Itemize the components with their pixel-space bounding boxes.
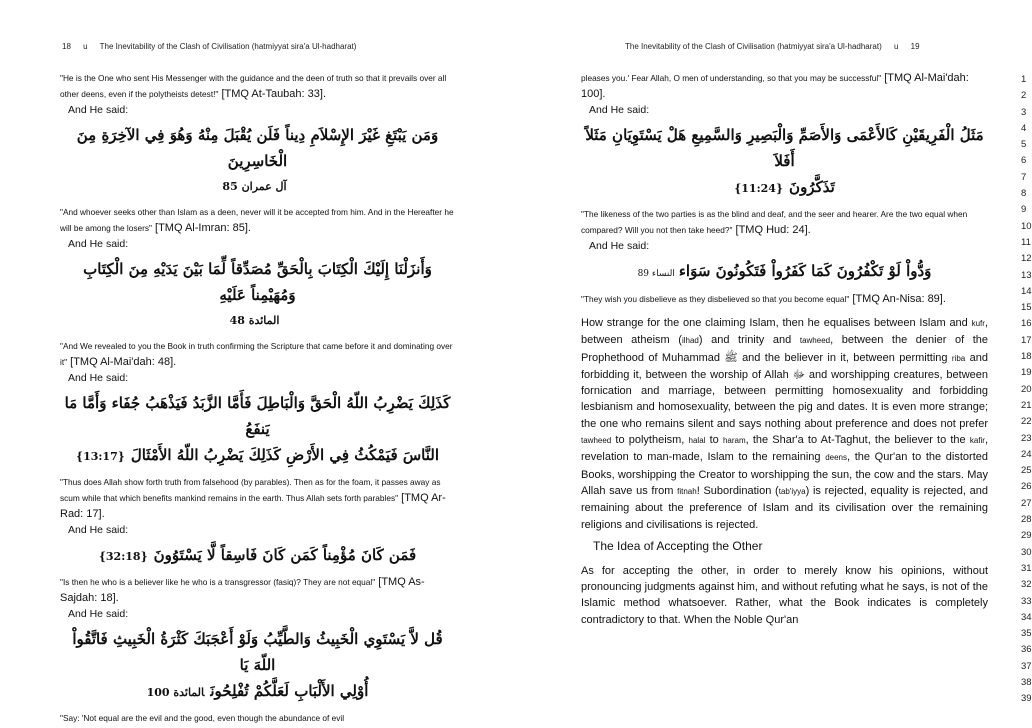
verse-reference: آل عمران 85 bbox=[222, 180, 287, 193]
arabic-verse: وَمَن يَبْتَغِ غَيْرَ الإِسْلاَمِ دِيناً فَلَن يُقْبَلَ مِنْهُ وَهُوَ فِي الآخِرَةِ مِنَ الْخَاسِرِينَ آل عمران 85 bbox=[60, 122, 455, 200]
right-page bbox=[515, 0, 1030, 728]
line-number: 7 bbox=[1021, 171, 1027, 183]
line-number: 24 bbox=[1021, 448, 1032, 460]
left-page bbox=[0, 0, 515, 728]
verse-reference: المائدة 100 bbox=[146, 686, 205, 699]
arabic-verse: فَمَن كَانَ مُؤْمِناً كَمَن كَانَ فَاسِقاً لَّا يَسْتَوُونَ{32:18} bbox=[98, 546, 417, 564]
line-number: 31 bbox=[1021, 562, 1032, 574]
section-heading: The Idea of Accepting the Other bbox=[593, 538, 763, 553]
body-paragraph: How strange for the one claiming Islam, then he equalises between Islam and kufr, between atheism (ilhad) and trinity and tawheed, between the denier of the Prophethood of Muhammad ﷺ and the believer in it, between permitting riba and forbidding it, between the worship of Allah ﷻ and worshipping creatures, between fornication and marriage, between permitting homosexuality and forbidding lesbianism and homosexuality, between the pig and dates. It is even more strange; the one who remains silent and says nothing about preference and does not prefer tawheed to polytheism, halal to haram, the Shar'a to At-Taghut, the believer to the kafir, revelation to man-made, Islam to the remaining deens, the Qur'an to the distorted Books, worshipping the Creator to worshipping the sun, the cow and the stars. May Allah save us from fitnah! Subordination (tab'iyya) is rejected, equality is rejected, and remaining about the preference of Islam and its civilisation over the remaining religions and civilisations is rejected. bbox=[581, 317, 988, 531]
and-he-said: And He said: bbox=[589, 240, 650, 252]
line-number: 33 bbox=[1021, 595, 1032, 607]
quote-translation: "Thus does Allah show forth truth from falsehood (by parables). Then as for the foam, it passes away as scum while that which benefits mankind remains in the earth. Thus Allah sets forth parables" [TMQ Ar-Rad: 17]. bbox=[60, 477, 446, 520]
page-number: 19 bbox=[910, 42, 920, 51]
line-number: 27 bbox=[1021, 497, 1032, 509]
line-number: 21 bbox=[1021, 399, 1032, 411]
quote-translation: "He is the One who sent His Messenger with the guidance and the deen of truth so that it prevails over all other deens, even if the polytheists detest!" [TMQ At-Taubah: 33]. bbox=[60, 73, 447, 100]
line-number: 3 bbox=[1021, 106, 1027, 118]
right-column bbox=[581, 70, 988, 628]
and-he-said: And He said: bbox=[68, 524, 129, 536]
quote-translation: "The likeness of the two parties is as the blind and deaf, and the seer and hearer. Are the two equal when compared? Will you not then take heed?" [TMQ Hud: 24]. bbox=[581, 209, 968, 236]
arabic-verse: وَأَنزَلْنَا إِلَيْكَ الْكِتَابَ بِالْحَقِّ مُصَدِّقاً لِّمَا بَيْنَ يَدَيْهِ مِنَ الْكِتَابِ وَمُهَيْمِناً عَلَيْهِ المائدة 48 bbox=[60, 256, 455, 334]
line-number: 38 bbox=[1021, 676, 1032, 688]
verse-reference: النساء 89 bbox=[637, 269, 675, 279]
line-number: 19 bbox=[1021, 367, 1032, 379]
line-number: 15 bbox=[1021, 302, 1032, 314]
line-numbers bbox=[1021, 72, 1032, 708]
line-number: 13 bbox=[1021, 269, 1032, 281]
quote-translation: pleases you.' Fear Allah, O men of understanding, so that you may be successful" [TMQ Al-Mai'dah: 100]. bbox=[581, 72, 969, 100]
line-number: 23 bbox=[1021, 432, 1032, 444]
verse-reference: المائدة 48 bbox=[229, 314, 280, 327]
verse-reference: {13:17} bbox=[75, 450, 125, 463]
line-number: 35 bbox=[1021, 628, 1032, 640]
line-number: 36 bbox=[1021, 644, 1032, 656]
body-paragraph: As for accepting the other, in order to merely know his opinions, without pronouncing judgments against him, and without refuting what he says, is not of the Islamic method whatsoever. Rather, what the Book indicates is completely contradictory to that. When the Noble Qur'an bbox=[581, 564, 988, 626]
and-he-said: And He said: bbox=[68, 104, 129, 116]
line-number: 11 bbox=[1021, 236, 1031, 248]
line-number: 29 bbox=[1021, 530, 1032, 542]
line-number: 5 bbox=[1021, 139, 1027, 151]
and-he-said: And He said: bbox=[68, 372, 129, 384]
line-number: 32 bbox=[1021, 579, 1032, 591]
quote-translation: "And whoever seeks other than Islam as a deen, never will it be accepted from him. And in the Hereafter he will be among the losers" [TMQ Al-Imran: 85]. bbox=[60, 207, 454, 234]
header-separator: u bbox=[83, 42, 88, 51]
arabic-verse: مَثَلُ الْفَرِيقَيْنِ كَالأَعْمَى وَالأَصَمِّ وَالْبَصِيرِ وَالسَّمِيعِ هَلْ يَسْتَوِيَانِ مَثَلاً أَفَلاَ تَذَكَّرُونَ{11:24} bbox=[585, 126, 984, 196]
line-number: 25 bbox=[1021, 465, 1032, 477]
line-number: 1 bbox=[1021, 74, 1027, 85]
and-he-said: And He said: bbox=[68, 608, 129, 620]
line-number: 37 bbox=[1021, 660, 1032, 672]
page-number: 18 bbox=[62, 42, 71, 51]
line-number: 39 bbox=[1021, 693, 1032, 705]
left-column bbox=[60, 70, 455, 726]
quote-translation: "Say: 'Not equal are the evil and the good, even though the abundance of evil bbox=[60, 713, 345, 723]
line-number: 34 bbox=[1021, 611, 1032, 623]
running-header-left bbox=[62, 42, 366, 51]
line-number: 28 bbox=[1021, 514, 1032, 526]
line-number: 20 bbox=[1021, 383, 1032, 395]
quote-translation: "Is then he who is a believer like he who is a transgressor (fasiq)? They are not equal" [TMQ As-Sajdah: 18]. bbox=[60, 576, 425, 604]
verse-reference: {32:18} bbox=[98, 550, 148, 563]
arabic-verse: وَدُّواْ لَوْ تَكْفُرُونَ كَمَا كَفَرُواْ فَتَكُونُونَ سَوَاءالنساء 89 bbox=[637, 262, 932, 280]
and-he-said: And He said: bbox=[68, 238, 129, 250]
header-title: The Inevitability of the Clash of Civilisation (hatmiyyat sira'a Ul-hadharat) bbox=[99, 42, 357, 51]
line-number: 17 bbox=[1021, 334, 1032, 346]
running-header-right bbox=[625, 42, 930, 51]
line-number: 26 bbox=[1021, 481, 1032, 493]
quote-translation: "They wish you disbelieve as they disbelieved so that you become equal" [TMQ An-Nisa: 89]. bbox=[581, 293, 946, 305]
line-number: 22 bbox=[1021, 416, 1032, 428]
arabic-verse: قُل لاَّ يَسْتَوِي الْخَبِيثُ وَالطَّيِّبُ وَلَوْ أَعْجَبَكَ كَثْرَةُ الْخَبِيثِ فَاتَّقُواْ اللّهَ يَا أُوْلِي الأَلْبَابِ لَعَلَّكُمْ تُفْلِحُونَالمائدة 100 bbox=[72, 630, 443, 700]
arabic-verse: كَذَلِكَ يَضْرِبُ اللّهُ الْحَقَّ وَالْبَاطِلَ فَأَمَّا الزَّبَدُ فَيَذْهَبُ جُفَاء وَأَمَّا مَا يَنفَعُ النَّاسَ فَيَمْكُثُ فِي الأَرْضِ كَذَلِكَ يَضْرِبُ اللّهُ الأَمْثَالَ{13:17} bbox=[64, 394, 451, 464]
line-number: 14 bbox=[1021, 285, 1032, 297]
quote-translation: "And We revealed to you the Book in truth confirming the Scripture that came before it and dominating over it" [TMQ Al-Mai'dah: 48]. bbox=[60, 341, 453, 368]
line-number: 6 bbox=[1021, 155, 1027, 167]
line-number: 10 bbox=[1021, 220, 1032, 232]
and-he-said: And He said: bbox=[589, 104, 650, 116]
header-separator: u bbox=[893, 42, 899, 51]
line-number: 12 bbox=[1021, 253, 1032, 265]
line-number: 30 bbox=[1021, 546, 1032, 558]
line-number: 9 bbox=[1021, 204, 1027, 216]
line-number: 4 bbox=[1021, 122, 1027, 134]
line-number: 8 bbox=[1021, 188, 1027, 200]
line-number: 16 bbox=[1021, 318, 1032, 330]
line-number: 18 bbox=[1021, 351, 1032, 363]
line-number: 2 bbox=[1021, 90, 1027, 102]
header-title: The Inevitability of the Clash of Civilisation (hatmiyyat sira'a Ul-hadharat) bbox=[625, 42, 882, 51]
verse-reference: {11:24} bbox=[734, 182, 784, 195]
